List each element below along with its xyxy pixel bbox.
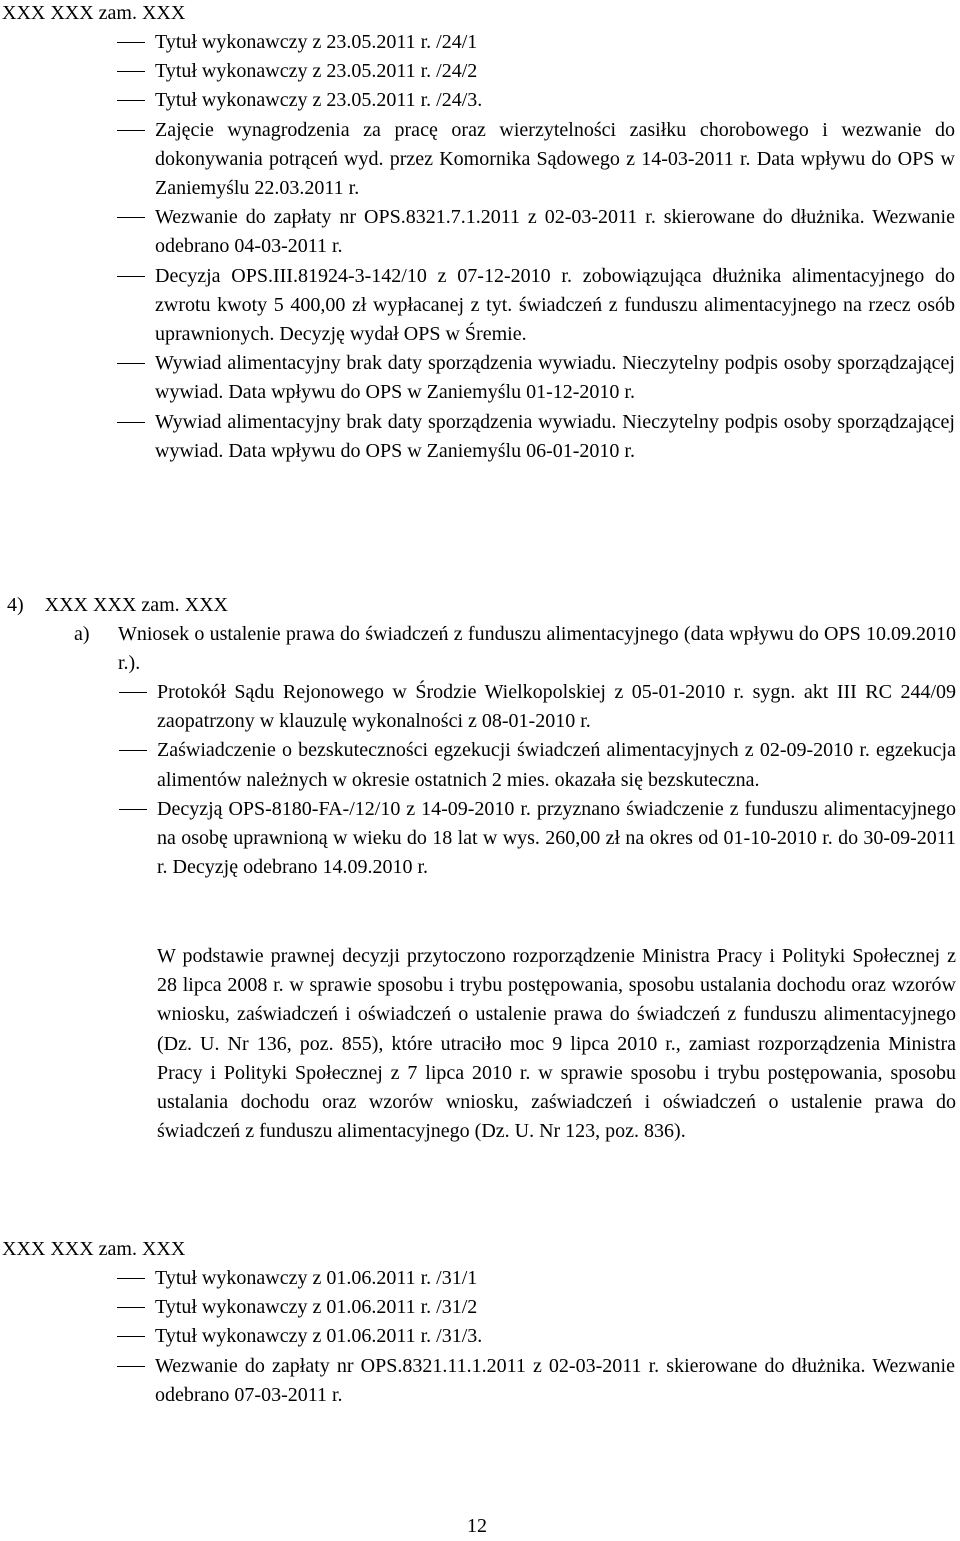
list-item: Tytuł wykonawczy z 23.05.2011 r. /24/2	[155, 57, 955, 86]
list-item: Tytuł wykonawczy z 01.06.2011 r. /31/2	[155, 1293, 955, 1322]
document-list	[155, 1264, 955, 1410]
note-paragraph: W podstawie prawnej decyzji przytoczono rozporządzenie Ministra Pracy i Polityki Społecznej z 28 lipca 2008 r. w sprawie sposobu i trybu postępowania, sposobu ustalania dochodu oraz wzorów wniosku, zaświadczeń i oświadczeń o ustalenie prawa do świadczeń z funduszu alimentacyjnego (Dz. U. Nr 136, poz. 855), które utraciło moc 9 lipca 2010 r., zamiast rozporządzenia Ministra Pracy i Polityki Społecznej z 7 lipca 2010 r. w sprawie sposobu i trybu postępowania, sposobu ustalania dochodu oraz wzorów wniosku, zaświadczeń i oświadczeń o ustalenie prawa do świadczeń z funduszu alimentacyjnego (Dz. U. Nr 123, poz. 836).	[157, 945, 956, 1143]
dash-bullet	[119, 809, 147, 810]
dash-bullet	[117, 130, 145, 131]
list-item: Protokół Sądu Rejonowego w Środzie Wielkopolskiej z 05-01-2010 r. sygn. akt III RC 244/09 zaopatrzony w klauzulę wykonalności z 08-01-2010 r.	[157, 678, 956, 736]
dash-bullet	[119, 750, 147, 751]
dash-bullet	[117, 422, 145, 423]
list-item: Zaświadczenie o bezskuteczności egzekucji świadczeń alimentacyjnych z 02-09-2010 r. egzekucja alimentów należnych w okresie ostatnich 2 mies. okazała się bezskuteczna.	[157, 736, 956, 794]
dash-bullet	[117, 100, 145, 101]
document-list	[157, 678, 956, 882]
page-number: 12	[467, 1515, 487, 1537]
list-item: Wywiad alimentacyjny brak daty sporządzenia wywiadu. Nieczytelny podpis osoby sporządzającej wywiad. Data wpływu do OPS w Zaniemyślu 01-12-2010 r.	[155, 349, 955, 407]
document-list	[155, 28, 955, 466]
section-heading: XXX XXX zam. XXX	[44, 594, 228, 616]
section-heading: XXX XXX zam. XXX	[2, 1238, 186, 1260]
list-item: Decyzja OPS.III.81924-3-142/10 z 07-12-2010 r. zobowiązująca dłużnika alimentacyjnego do zwrotu kwoty 5 400,00 zł wypłacanej z tyt. świadczeń z funduszu alimentacyjnego na rzecz osób uprawnionych. Decyzję wydał OPS w Śremie.	[155, 262, 955, 350]
dash-bullet	[117, 1278, 145, 1279]
numbered-heading	[7, 591, 228, 620]
list-item: Tytuł wykonawczy z 01.06.2011 r. /31/1	[155, 1264, 955, 1293]
dash-bullet	[117, 276, 145, 277]
dash-bullet	[117, 217, 145, 218]
sub-letter: a)	[74, 623, 90, 645]
heading-number: 4)	[7, 594, 24, 616]
dash-bullet	[119, 692, 147, 693]
dash-bullet	[117, 363, 145, 364]
list-item: Tytuł wykonawczy z 01.06.2011 r. /31/3.	[155, 1322, 955, 1351]
list-item: Wezwanie do zapłaty nr OPS.8321.7.1.2011 z 02-03-2011 r. skierowane do dłużnika. Wezwanie odebrano 04-03-2011 r.	[155, 203, 955, 261]
dash-bullet	[117, 1366, 145, 1367]
dash-bullet	[117, 1307, 145, 1308]
list-item: Wezwanie do zapłaty nr OPS.8321.11.1.2011 z 02-03-2011 r. skierowane do dłużnika. Wezwanie odebrano 07-03-2011 r.	[155, 1352, 955, 1410]
section-heading: XXX XXX zam. XXX	[2, 2, 186, 24]
list-item: Tytuł wykonawczy z 23.05.2011 r. /24/1	[155, 28, 955, 57]
sub-paragraph: Wniosek o ustalenie prawa do świadczeń z funduszu alimentacyjnego (data wpływu do OPS 10.09.2010 r.).	[118, 623, 956, 675]
list-item: Zajęcie wynagrodzenia za pracę oraz wierzytelności zasiłku chorobowego i wezwanie do dokonywania potrąceń wyd. przez Komornika Sądowego z 14-03-2011 r. Data wpływu do OPS w Zaniemyślu 22.03.2011 r.	[155, 116, 955, 204]
dash-bullet	[117, 71, 145, 72]
dash-bullet	[117, 1336, 145, 1337]
list-item: Tytuł wykonawczy z 23.05.2011 r. /24/3.	[155, 86, 955, 115]
dash-bullet	[117, 42, 145, 43]
list-item: Decyzją OPS-8180-FA-/12/10 z 14-09-2010 r. przyznano świadczenie z funduszu alimentacyjnego na osobę uprawnioną w wieku do 18 lat w wys. 260,00 zł na okres od 01-10-2010 r. do 30-09-2011 r. Decyzję odebrano 14.09.2010 r.	[157, 795, 956, 883]
list-item: Wywiad alimentacyjny brak daty sporządzenia wywiadu. Nieczytelny podpis osoby sporządzającej wywiad. Data wpływu do OPS w Zaniemyślu 06-01-2010 r.	[155, 408, 955, 466]
